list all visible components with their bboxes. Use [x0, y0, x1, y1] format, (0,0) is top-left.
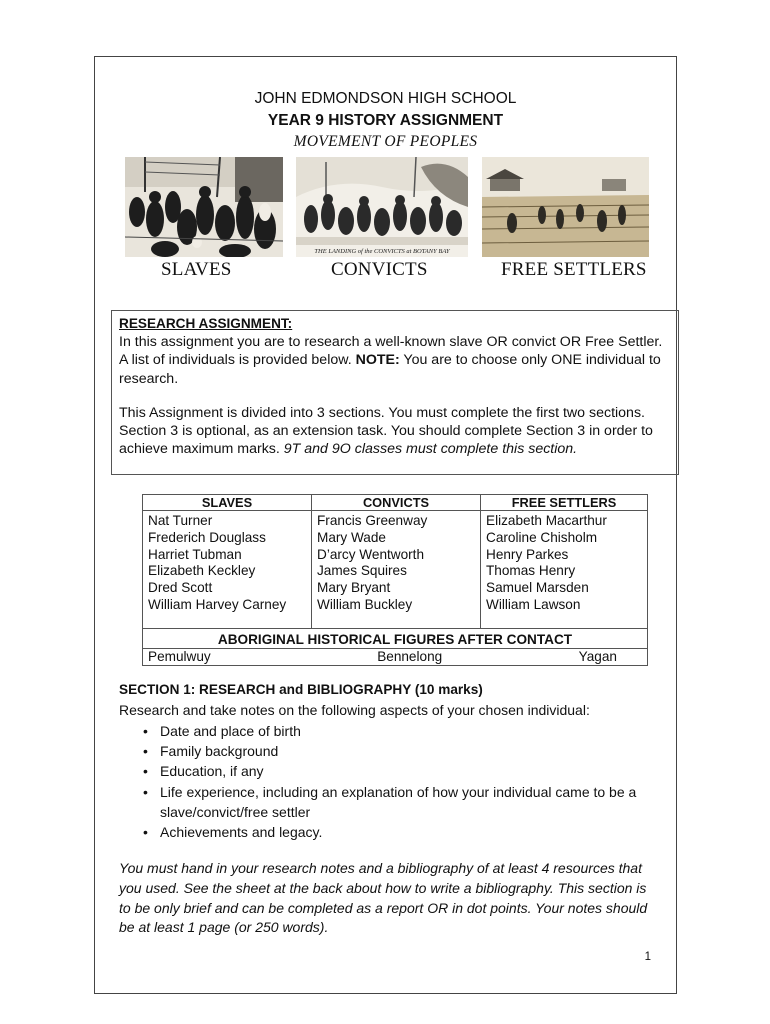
free-settlers-column [481, 511, 648, 629]
section-1-note: You must hand in your research notes and a bibliography of at least 4 resources that you used. See the sheet at the back about how to write a bibliography. This section is to be only brief and can be completed as a report OR in dot points. Your notes should be at least 1 page (or 250 words). [119, 860, 648, 936]
assignment-subtitle: MOVEMENT OF PEOPLES [293, 133, 478, 150]
assignment-title: YEAR 9 HISTORY ASSIGNMENT [267, 112, 504, 129]
slaves-column [143, 511, 312, 629]
list-item: William Harvey Carney [148, 596, 287, 612]
research-note-label: NOTE: [355, 352, 400, 369]
col-header-slaves: SLAVES [143, 495, 312, 511]
col-header-free-settlers: FREE SETTLERS [481, 495, 648, 511]
research-p2-text-a: This Assignment is divided into 3 sections. You must complete the first two sections. Section 3 is optional, as an extension task. You should complete Section 3 in order to achieve maximum marks. [119, 404, 653, 458]
bullet-text: Education, if any [160, 763, 264, 780]
list-item: Nat Turner [148, 513, 213, 528]
caption-slaves: SLAVES [161, 259, 232, 280]
research-assignment-box [111, 310, 679, 475]
slaves-engraving-image [125, 157, 283, 257]
bullet-icon: • [143, 783, 148, 800]
convicts-column [312, 511, 481, 629]
list-item: Elizabeth Keckley [148, 563, 256, 579]
settlers-engraving-image [482, 157, 649, 257]
bullet-text: Achievements and legacy. [160, 824, 323, 841]
list-item: Mary Bryant [317, 580, 391, 596]
list-item: Samuel Marsden [486, 580, 589, 596]
section-1-title: SECTION 1: RESEARCH and BIBLIOGRAPHY (10 marks) [119, 682, 483, 697]
list-item [139, 721, 659, 741]
section-1-intro: Research and take notes on the following aspects of your chosen individual: [119, 702, 590, 718]
list-item: Pemulwuy [148, 648, 211, 664]
list-item: William Buckley [317, 596, 413, 612]
list-item: Dred Scott [148, 580, 213, 596]
list-item: Harriet Tubman [148, 546, 242, 562]
engraving-caption: THE LANDING of the CONVICTS at BOTANY BAY [314, 248, 450, 255]
section-1-bullets [139, 721, 659, 842]
aboriginal-names [148, 649, 647, 665]
list-item: Francis Greenway [317, 513, 428, 528]
bullet-text: Life experience, including an explanation of how your individual came to be a slave/convict/free settler [160, 783, 637, 820]
research-p1-text-b: You are to choose only ONE individual to research. [119, 352, 661, 387]
research-p1-text-a: In this assignment you are to research a well-known slave OR convict OR Free Settler. A list of individuals is provided below. [119, 334, 663, 369]
caption-convicts: CONVICTS [331, 259, 428, 280]
research-paragraph-1 [119, 333, 672, 388]
list-item [139, 761, 659, 781]
list-item: Henry Parkes [486, 546, 569, 562]
bullet-text: Date and place of birth [160, 723, 301, 739]
bullet-icon: • [143, 824, 148, 841]
list-item: Caroline Chisholm [486, 529, 598, 545]
aboriginal-names-cell [143, 648, 648, 665]
aboriginal-header-row [143, 628, 648, 648]
table-header-row [143, 495, 648, 511]
list-item: Thomas Henry [486, 563, 576, 579]
list-item: James Squires [317, 563, 407, 579]
research-heading: RESEARCH ASSIGNMENT: [119, 316, 293, 331]
col-header-convicts: CONVICTS [312, 495, 481, 511]
bullet-text: Family background [160, 743, 279, 760]
list-item: Bennelong [377, 648, 443, 664]
list-item: William Lawson [486, 596, 581, 612]
aboriginal-heading: ABORIGINAL HISTORICAL FIGURES AFTER CONTACT [143, 628, 648, 648]
list-item [139, 822, 659, 842]
aboriginal-row [143, 648, 648, 665]
caption-free-settlers: FREE SETTLERS [501, 259, 647, 280]
list-item: Elizabeth Macarthur [486, 513, 607, 528]
list-item [139, 741, 659, 761]
page-number: 1 [644, 951, 651, 963]
bullet-icon: • [143, 763, 148, 780]
individuals-table [142, 494, 648, 666]
research-paragraph-2 [119, 404, 672, 459]
bullet-icon: • [143, 723, 148, 739]
bullet-icon: • [143, 743, 148, 760]
table-row [143, 511, 648, 629]
list-item: Mary Wade [317, 529, 386, 545]
research-p2-italic: 9T and 9O classes must complete this section. [283, 441, 578, 458]
list-item [139, 782, 659, 822]
school-name: JOHN EDMONDSON HIGH SCHOOL [254, 90, 517, 107]
list-item: Yagan [578, 648, 617, 664]
document-page [94, 56, 677, 994]
convicts-engraving-image [296, 157, 468, 257]
list-item: Frederich Douglass [148, 529, 266, 545]
list-item: D’arcy Wentworth [317, 546, 425, 562]
